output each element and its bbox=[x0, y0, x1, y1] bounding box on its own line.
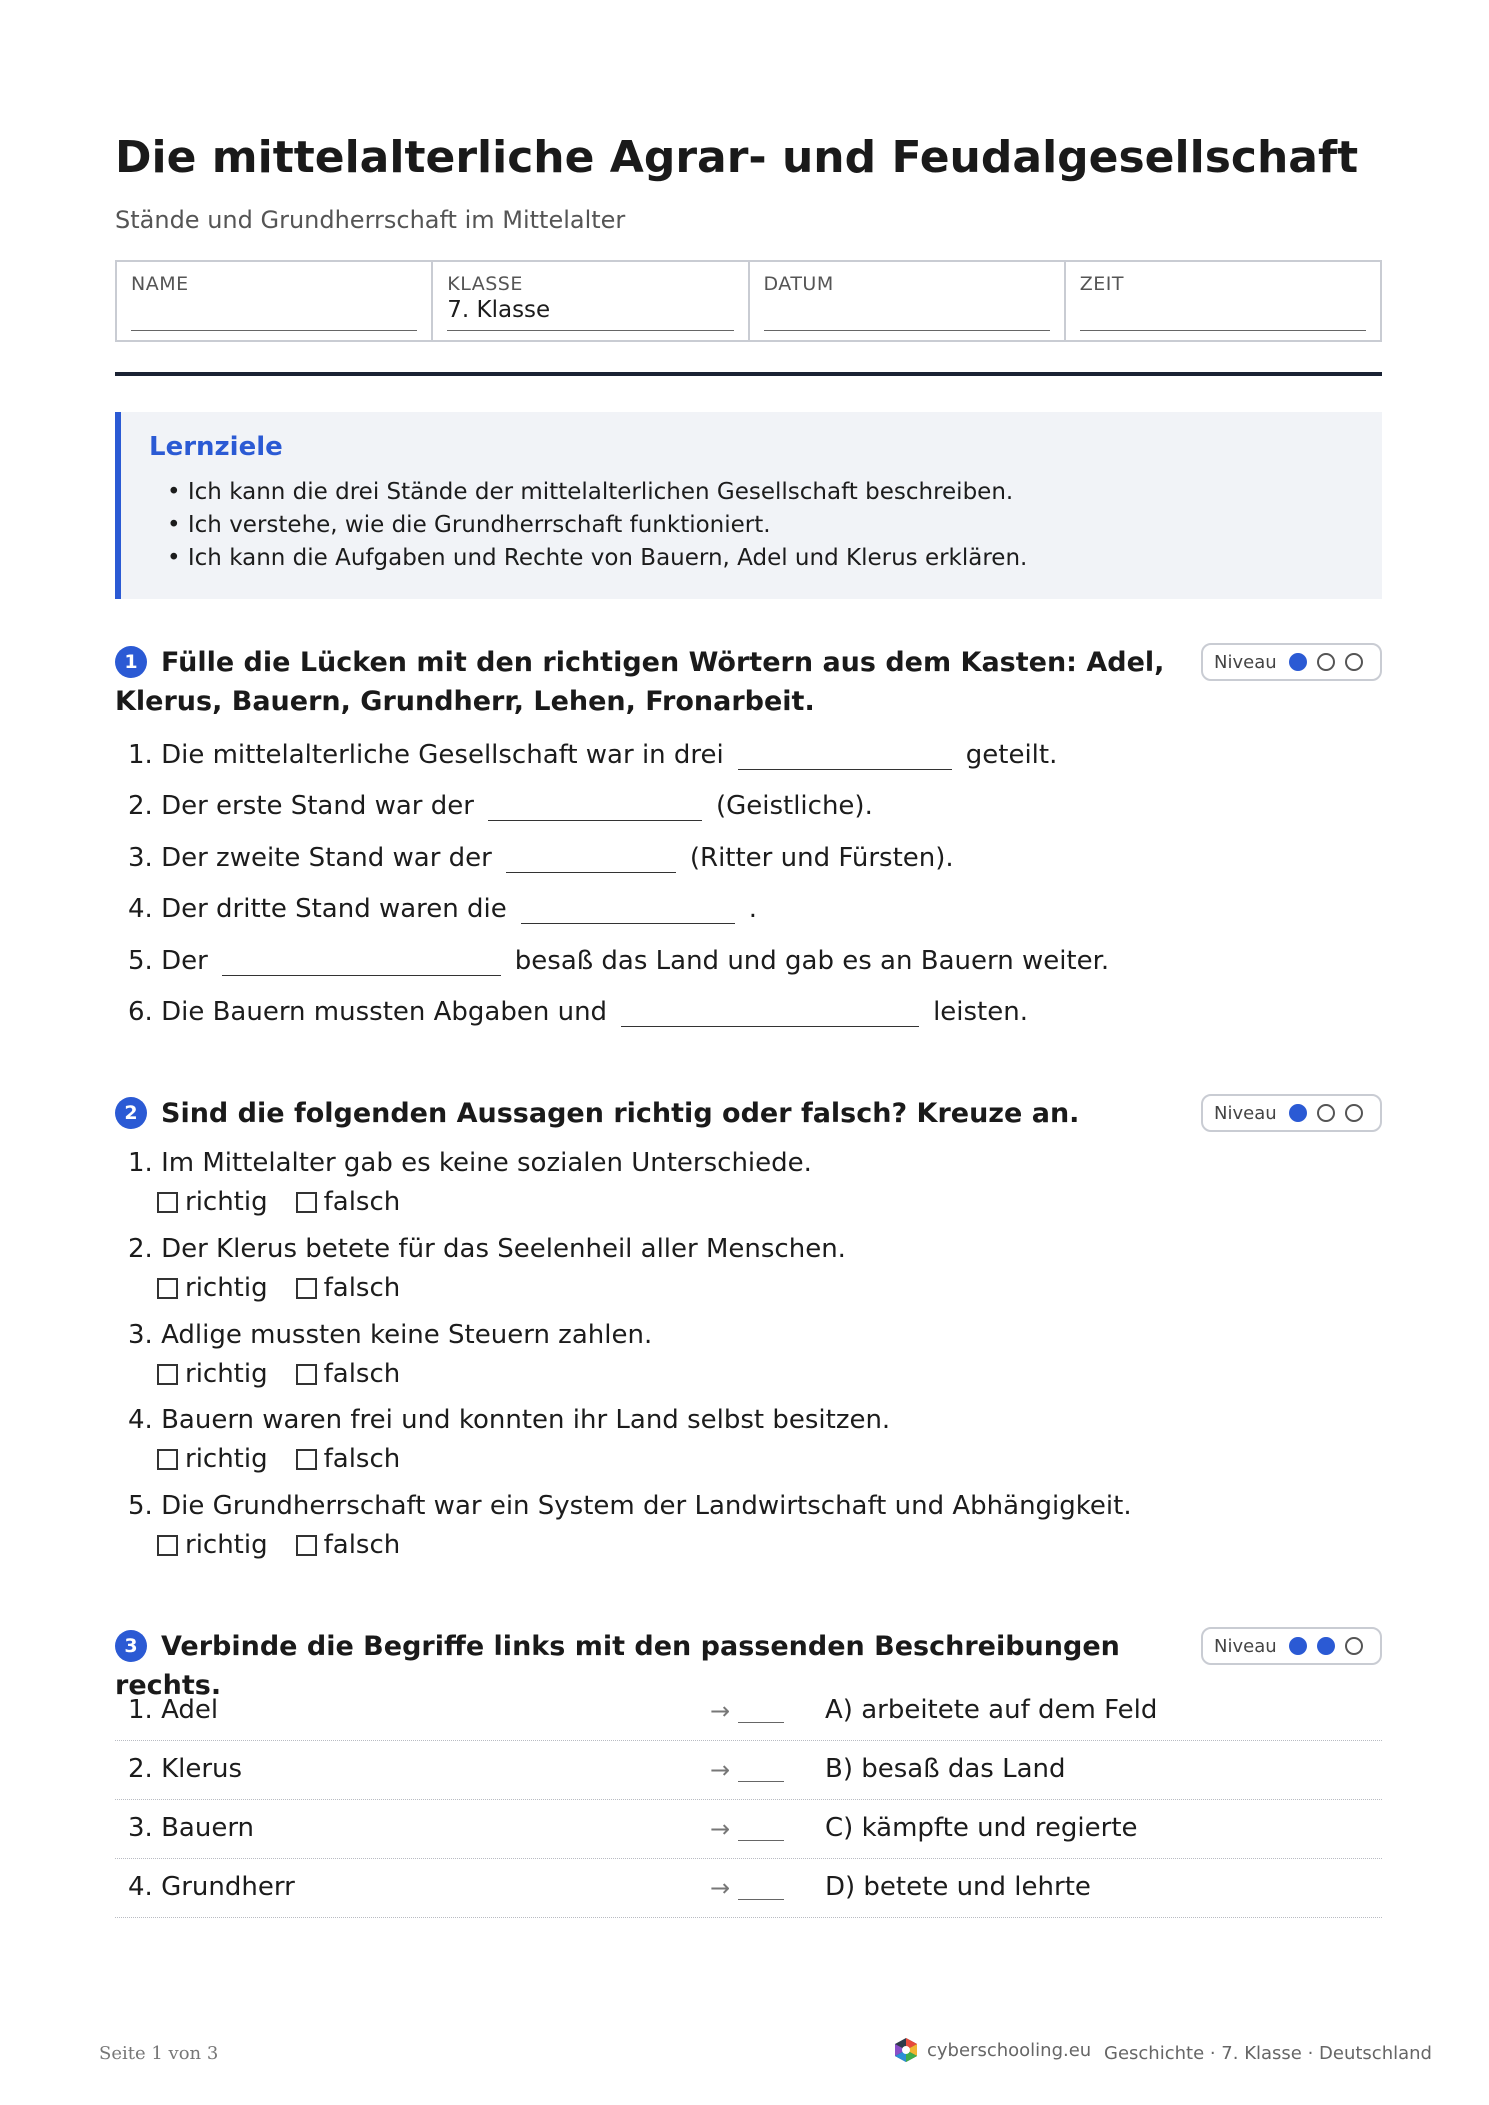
gap-item-text-before: 5. Der bbox=[128, 946, 208, 976]
option-true[interactable] bbox=[157, 1187, 268, 1217]
gap-item-text-after: besaß das Land und gab es an Bauern weiter. bbox=[514, 946, 1110, 976]
niveau-dot-empty bbox=[1345, 653, 1363, 671]
name-label: NAME bbox=[131, 273, 189, 295]
gap-blank-5[interactable] bbox=[222, 943, 501, 976]
date-label: DATUM bbox=[763, 273, 834, 295]
task-2-niveau-badge bbox=[1201, 1094, 1382, 1132]
match-term: 1. Adel bbox=[128, 1695, 219, 1725]
learning-goals-box bbox=[115, 412, 1382, 599]
niveau-dot-filled bbox=[1289, 653, 1307, 671]
statement-text: 3. Adlige mussten keine Steuern zahlen. bbox=[128, 1320, 653, 1350]
class-value[interactable]: 7. Klasse bbox=[447, 297, 551, 323]
arrow-icon: → bbox=[710, 1815, 731, 1843]
match-answer[interactable] bbox=[710, 1815, 784, 1843]
class-field[interactable] bbox=[433, 262, 749, 340]
option-false-label: falsch bbox=[323, 1187, 401, 1217]
learning-goal-item: • Ich kann die Aufgaben und Rechte von Bauern, Adel und Klerus erklären. bbox=[167, 545, 1028, 571]
option-true[interactable] bbox=[157, 1444, 268, 1474]
student-info-table bbox=[115, 260, 1382, 342]
niveau-label: Niveau bbox=[1214, 651, 1277, 673]
learning-goal-item: • Ich kann die drei Stände der mittelalterlichen Gesellschaft beschreiben. bbox=[167, 479, 1014, 505]
page-subtitle: Stände und Grundherrschaft im Mittelalter bbox=[115, 206, 626, 234]
option-false[interactable] bbox=[296, 1359, 401, 1389]
match-description: A) arbeitete auf dem Feld bbox=[825, 1695, 1158, 1725]
time-value[interactable] bbox=[1080, 297, 1366, 327]
match-blank[interactable] bbox=[738, 1818, 784, 1841]
match-answer[interactable] bbox=[710, 1756, 784, 1784]
gap-item-text-after: leisten. bbox=[933, 997, 1028, 1027]
niveau-dot-filled bbox=[1289, 1637, 1307, 1655]
niveau-label: Niveau bbox=[1214, 1635, 1277, 1657]
gap-item-text-after: . bbox=[748, 894, 758, 924]
match-blank[interactable] bbox=[738, 1877, 784, 1900]
gap-item-text-before: 2. Der erste Stand war der bbox=[128, 791, 474, 821]
option-true[interactable] bbox=[157, 1530, 268, 1560]
niveau-dot-filled bbox=[1317, 1637, 1335, 1655]
arrow-icon: → bbox=[710, 1874, 731, 1902]
page-number: Seite 1 von 3 bbox=[99, 2043, 219, 2064]
match-row-3 bbox=[115, 1799, 1382, 1859]
statement-text: 2. Der Klerus betete für das Seelenheil aller Menschen. bbox=[128, 1234, 846, 1264]
arrow-icon: → bbox=[710, 1697, 731, 1725]
checkbox[interactable] bbox=[296, 1535, 317, 1556]
brand-logo-icon bbox=[893, 2037, 919, 2063]
gap-item-3 bbox=[128, 833, 954, 873]
match-row-1 bbox=[115, 1681, 1382, 1741]
true-false-item-3 bbox=[128, 1320, 652, 1392]
header-divider bbox=[115, 372, 1382, 376]
task-3-niveau-badge bbox=[1201, 1627, 1382, 1665]
time-field[interactable] bbox=[1066, 262, 1380, 340]
match-description: D) betete und lehrte bbox=[825, 1872, 1091, 1902]
gap-blank-3[interactable] bbox=[506, 840, 676, 873]
niveau-dot-empty bbox=[1317, 1104, 1335, 1122]
gap-item-2 bbox=[128, 781, 873, 821]
option-true-label: richtig bbox=[185, 1530, 268, 1560]
gap-item-text-after: (Ritter und Fürsten). bbox=[689, 843, 954, 873]
gap-item-4 bbox=[128, 884, 757, 924]
task-2-heading bbox=[115, 1094, 1195, 1133]
task-2-number-badge: 2 bbox=[115, 1097, 147, 1129]
learning-goal-item: • Ich verstehe, wie die Grundherrschaft funktioniert. bbox=[167, 512, 771, 538]
match-term: 4. Grundherr bbox=[128, 1872, 295, 1902]
checkbox[interactable] bbox=[157, 1449, 178, 1470]
gap-item-text-after: (Geistliche). bbox=[715, 791, 873, 821]
checkbox[interactable] bbox=[157, 1364, 178, 1385]
true-false-item-4 bbox=[128, 1405, 890, 1477]
statement-text: 4. Bauern waren frei und konnten ihr Land selbst besitzen. bbox=[128, 1405, 891, 1435]
date-field[interactable] bbox=[750, 262, 1066, 340]
time-line bbox=[1080, 330, 1366, 331]
class-line bbox=[447, 330, 733, 331]
match-description: C) kämpfte und regierte bbox=[825, 1813, 1138, 1843]
brand-name: cyberschooling.eu bbox=[927, 2039, 1092, 2061]
gap-blank-6[interactable] bbox=[621, 994, 919, 1027]
brand-link[interactable] bbox=[893, 2037, 1091, 2063]
gap-item-6 bbox=[128, 987, 1028, 1027]
gap-item-text-before: 3. Der zweite Stand war der bbox=[128, 843, 492, 873]
gap-blank-1[interactable] bbox=[738, 737, 952, 770]
gap-item-text-before: 4. Der dritte Stand waren die bbox=[128, 894, 507, 924]
learning-goals-title: Lernziele bbox=[149, 432, 283, 462]
option-true-label: richtig bbox=[185, 1444, 268, 1474]
gap-blank-4[interactable] bbox=[521, 891, 735, 924]
option-false[interactable] bbox=[296, 1530, 401, 1560]
match-answer[interactable] bbox=[710, 1874, 784, 1902]
gap-item-text-before: 6. Die Bauern mussten Abgaben und bbox=[128, 997, 608, 1027]
checkbox[interactable] bbox=[296, 1192, 317, 1213]
match-blank[interactable] bbox=[738, 1700, 784, 1723]
date-value[interactable] bbox=[764, 297, 1050, 327]
true-false-item-1 bbox=[128, 1148, 812, 1220]
option-true[interactable] bbox=[157, 1359, 268, 1389]
niveau-dot-filled bbox=[1289, 1104, 1307, 1122]
true-false-item-2 bbox=[128, 1234, 846, 1306]
option-false[interactable] bbox=[296, 1187, 401, 1217]
task-1-heading bbox=[115, 643, 1195, 721]
match-description: B) besaß das Land bbox=[825, 1754, 1066, 1784]
task-1-heading-text: Fülle die Lücken mit den richtigen Wörtern aus dem Kasten: Adel, Klerus, Bauern, Grundherr, Lehen, Fronarbeit. bbox=[115, 647, 1165, 717]
arrow-icon: → bbox=[710, 1756, 731, 1784]
option-false-label: falsch bbox=[323, 1444, 401, 1474]
gap-item-text-after: geteilt. bbox=[965, 740, 1058, 770]
statement-text: 5. Die Grundherrschaft war ein System der Landwirtschaft und Abhängigkeit. bbox=[128, 1491, 1132, 1521]
task-1-number-badge: 1 bbox=[115, 646, 147, 678]
gap-item-text-before: 1. Die mittelalterliche Gesellschaft war in drei bbox=[128, 740, 724, 770]
class-label: KLASSE bbox=[447, 273, 523, 295]
gap-item-5 bbox=[128, 936, 1109, 976]
footer-meta: Geschichte · 7. Klasse · Deutschland bbox=[1104, 2043, 1432, 2064]
task-2-heading-text: Sind die folgenden Aussagen richtig oder falsch? Kreuze an. bbox=[161, 1098, 1080, 1129]
statement-text: 1. Im Mittelalter gab es keine sozialen Unterschiede. bbox=[128, 1148, 812, 1178]
gap-item-1 bbox=[128, 730, 1057, 770]
niveau-dot-empty bbox=[1317, 653, 1335, 671]
match-row-2 bbox=[115, 1740, 1382, 1800]
checkbox[interactable] bbox=[296, 1364, 317, 1385]
match-answer[interactable] bbox=[710, 1697, 784, 1725]
option-false[interactable] bbox=[296, 1444, 401, 1474]
match-term: 3. Bauern bbox=[128, 1813, 255, 1843]
task-3-heading-text: Verbinde die Begriffe links mit den passenden Beschreibungen rechts. bbox=[115, 1631, 1120, 1701]
option-true-label: richtig bbox=[185, 1273, 268, 1303]
checkbox[interactable] bbox=[157, 1535, 178, 1556]
niveau-dot-empty bbox=[1345, 1104, 1363, 1122]
name-field[interactable] bbox=[117, 262, 433, 340]
checkbox[interactable] bbox=[296, 1278, 317, 1299]
option-true[interactable] bbox=[157, 1273, 268, 1303]
date-line bbox=[764, 330, 1050, 331]
match-blank[interactable] bbox=[738, 1759, 784, 1782]
time-label: ZEIT bbox=[1079, 273, 1124, 295]
match-row-4 bbox=[115, 1858, 1382, 1918]
gap-blank-2[interactable] bbox=[488, 788, 702, 821]
match-term: 2. Klerus bbox=[128, 1754, 243, 1784]
option-true-label: richtig bbox=[185, 1359, 268, 1389]
option-false[interactable] bbox=[296, 1273, 401, 1303]
name-line bbox=[131, 330, 417, 331]
option-false-label: falsch bbox=[323, 1359, 401, 1389]
name-value[interactable] bbox=[131, 297, 417, 327]
niveau-dot-empty bbox=[1345, 1637, 1363, 1655]
option-false-label: falsch bbox=[323, 1530, 401, 1560]
page-title: Die mittelalterliche Agrar- und Feudalgesellschaft bbox=[115, 132, 1359, 183]
task-3-number-badge: 3 bbox=[115, 1630, 147, 1662]
checkbox[interactable] bbox=[157, 1278, 178, 1299]
checkbox[interactable] bbox=[157, 1192, 178, 1213]
true-false-item-5 bbox=[128, 1491, 1132, 1563]
niveau-label: Niveau bbox=[1214, 1102, 1277, 1124]
task-1-niveau-badge bbox=[1201, 643, 1382, 681]
checkbox[interactable] bbox=[296, 1449, 317, 1470]
option-false-label: falsch bbox=[323, 1273, 401, 1303]
option-true-label: richtig bbox=[185, 1187, 268, 1217]
